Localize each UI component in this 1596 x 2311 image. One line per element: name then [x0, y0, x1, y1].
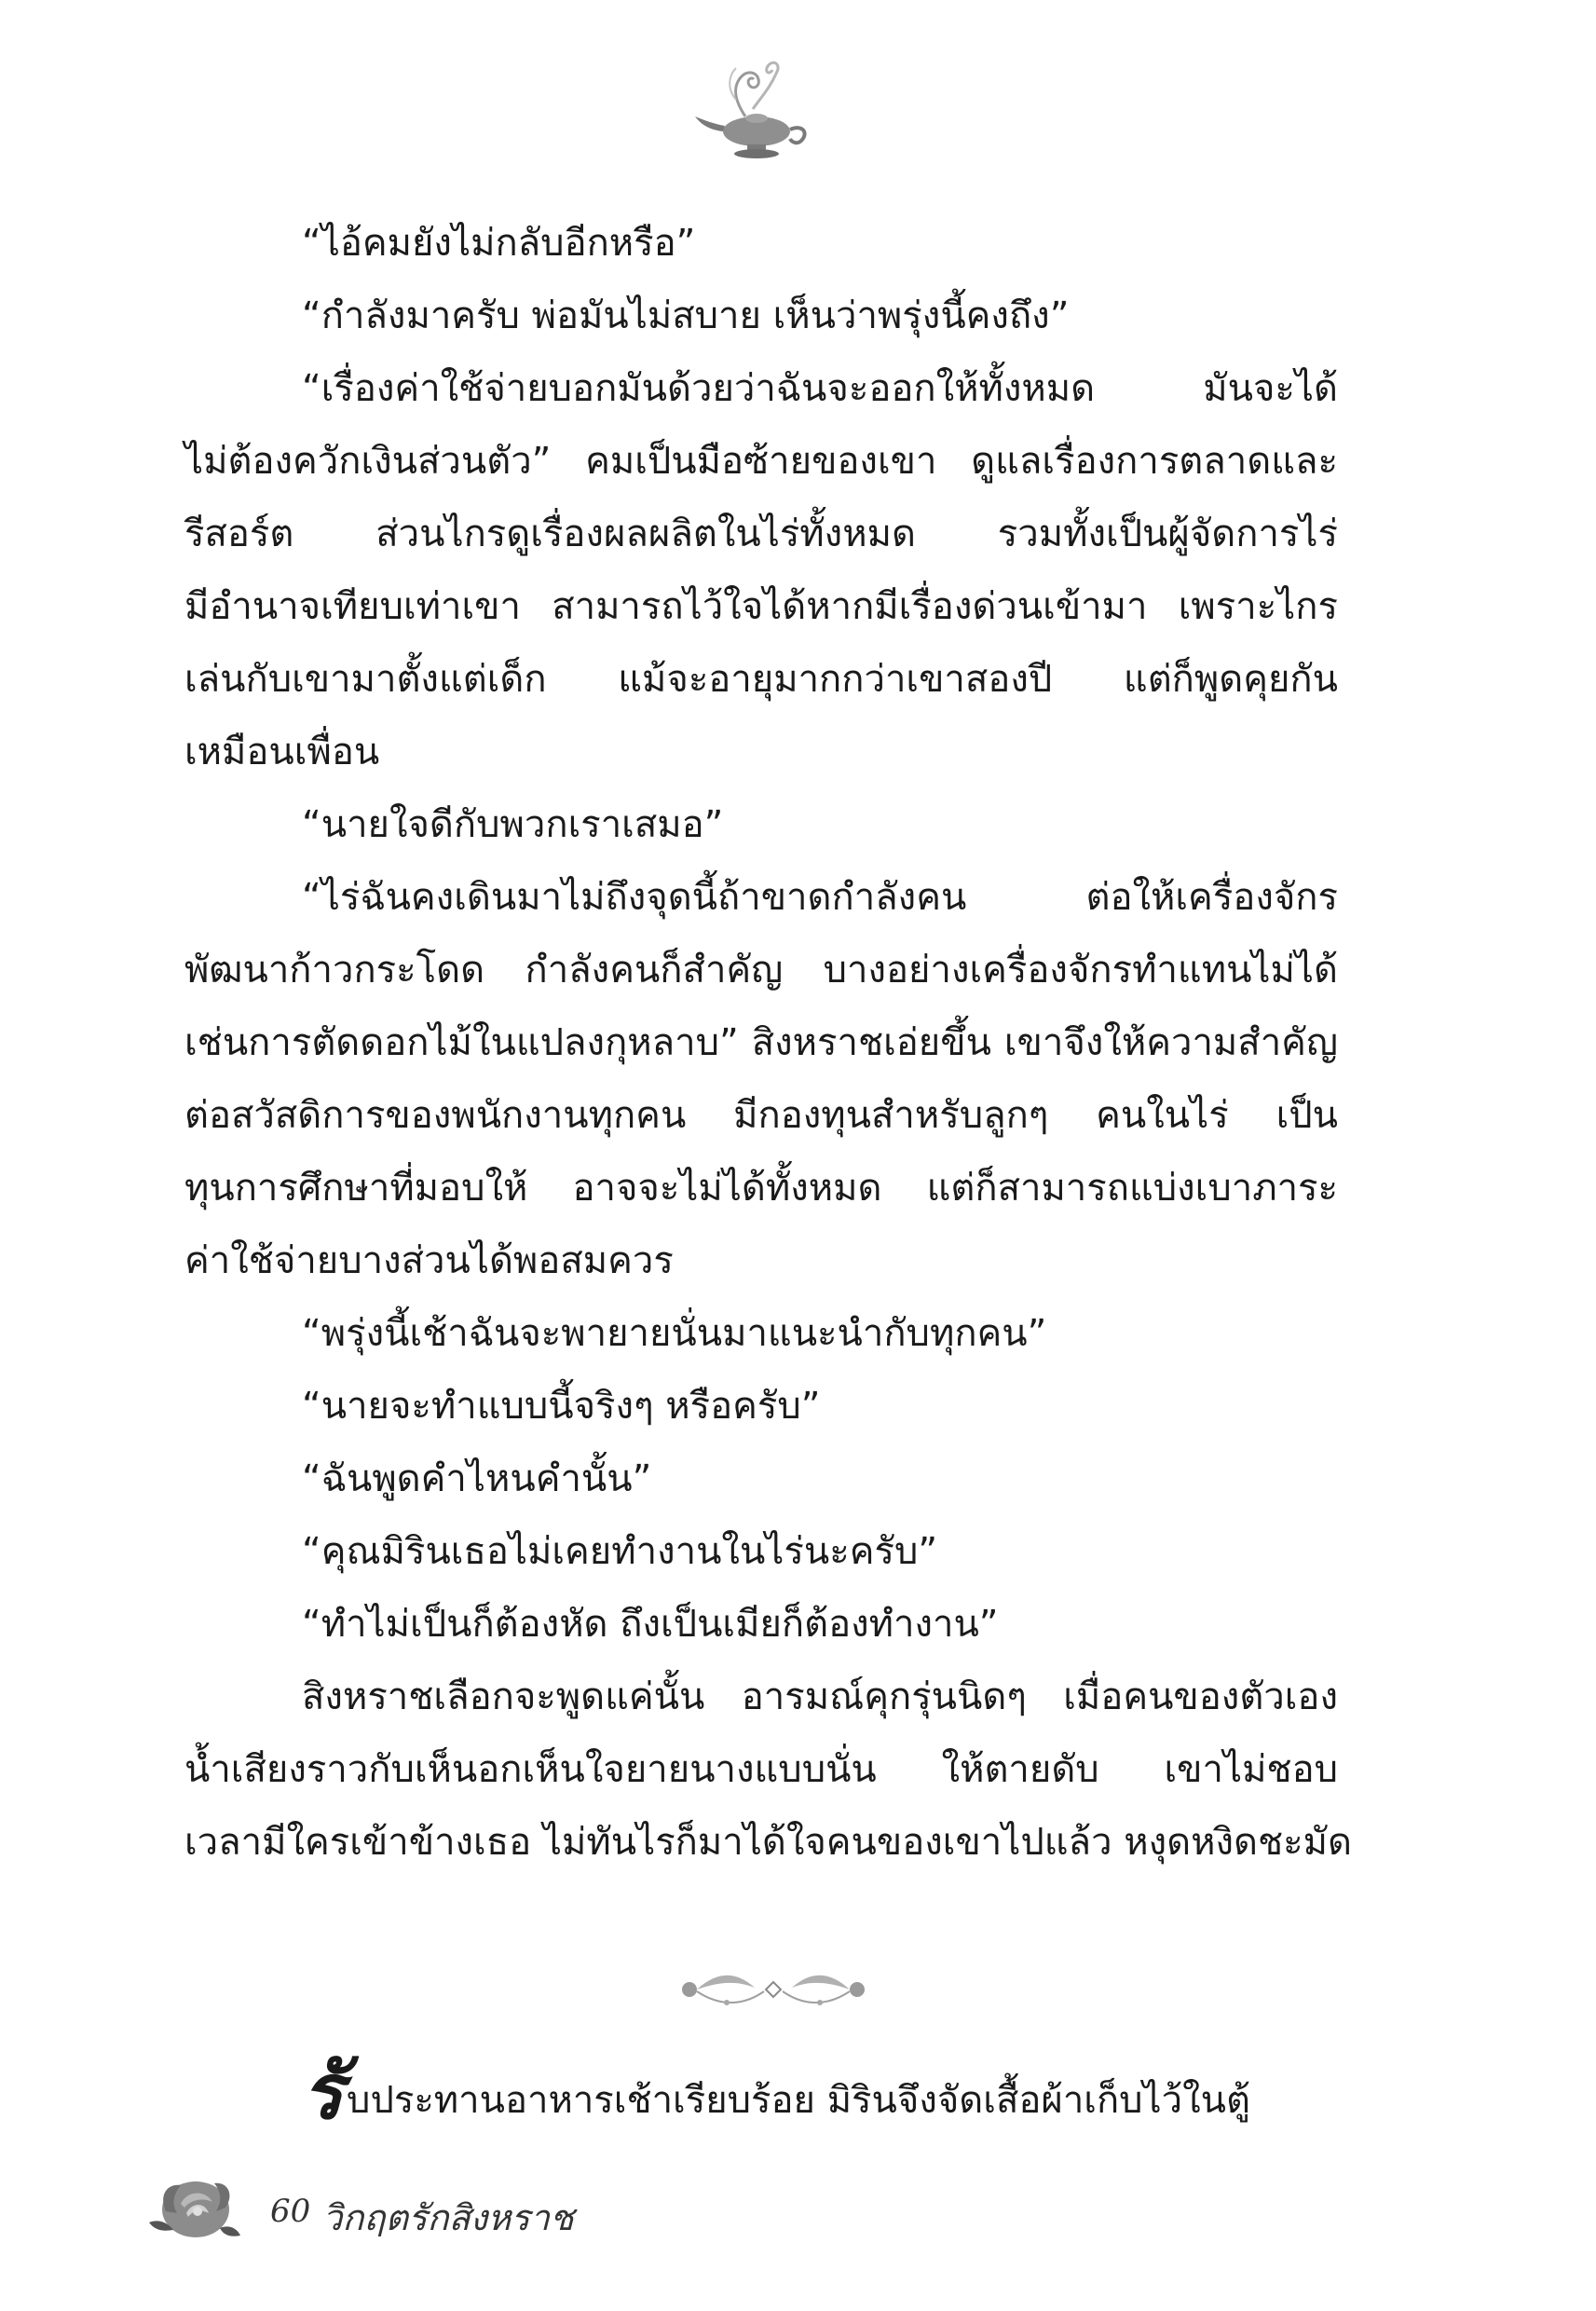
text-line: “คุณมิรินเธอไม่เคยทำงานในไร่นะครับ”	[302, 1530, 938, 1573]
rose-icon	[140, 2167, 242, 2250]
floral-divider-icon	[671, 1962, 876, 2017]
text-line: สิงหราชเลือกจะพูดแค่นั้น อารมณ์คุกรุ่นนิดๆ เมื่อคนของตัวเอง	[302, 1675, 1338, 1718]
text-line: “นายใจดีกับพวกเราเสมอ”	[302, 803, 724, 846]
text-line: เช่นการตัดดอกไม้ในแปลงกุหลาบ” สิงหราชเอ่ยขึ้น เขาจึงให้ความสำคัญ	[184, 1021, 1338, 1064]
text-line: เวลามีใครเข้าข้างเธอ ไม่ทันไรก็มาได้ใจคนของเขาไปแล้ว หงุดหงิดชะมัด	[184, 1821, 1352, 1864]
text-line: ต่อสวัสดิการของพนักงานทุกคน มีกองทุนสำหรับลูกๆ คนในไร่ เป็น	[184, 1094, 1338, 1137]
text-line: มีอำนาจเทียบเท่าเขา สามารถไว้ใจได้หากมีเรื่องด่วนเข้ามา เพราะไกร	[184, 585, 1338, 628]
text-line: ค่าใช้จ่ายบางส่วนได้พอสมควร	[184, 1239, 674, 1282]
text-line: “พรุ่งนี้เช้าฉันจะพายายนั่นมาแนะนำกับทุกคน”	[302, 1312, 1047, 1355]
text-line: “ฉันพูดคำไหนคำนั้น”	[302, 1457, 652, 1500]
text-line: พัฒนาก้าวกระโดด กำลังคนก็สำคัญ บางอย่างเครื่องจักรทำแทนไม่ได้	[184, 949, 1338, 991]
text-line: ทุนการศึกษาที่มอบให้ อาจจะไม่ได้ทั้งหมด แต่ก็สามารถแบ่งเบาภาระ	[184, 1167, 1338, 1210]
text-line: “ไอ้คมยังไม่กลับอีกหรือ”	[302, 222, 696, 265]
drop-cap: รั	[302, 2047, 344, 2137]
text-line: เล่นกับเขามาตั้งแต่เด็ก แม้จะอายุมากกว่าเขาสองปี แต่ก็พูดคุยกัน	[184, 658, 1338, 701]
text-line: รีสอร์ต ส่วนไกรดูเรื่องผลผลิตในไร่ทั้งหมด รวมทั้งเป็นผู้จัดการไร่	[184, 513, 1338, 555]
text-line: ไม่ต้องควักเงินส่วนตัว” คมเป็นมือซ้ายของเขา ดูแลเรื่องการตลาดและ	[184, 440, 1338, 483]
text-line: “ทำไม่เป็นก็ต้องหัด ถึงเป็นเมียก็ต้องทำงาน”	[302, 1603, 999, 1646]
text-line: “เรื่องค่าใช้จ่ายบอกมันด้วยว่าฉันจะออกให้ทั้งหมด มันจะได้	[302, 367, 1338, 410]
text-line: “กำลังมาครับ พ่อมันไม่สบาย เห็นว่าพรุ่งนี้คงถึง”	[302, 294, 1070, 337]
text-line: “ไร่ฉันคงเดินมาไม่ถึงจุดนี้ถ้าขาดกำลังคน ต่อให้เครื่องจักร	[302, 876, 1338, 919]
text-line: เหมือนเพื่อน	[184, 731, 380, 773]
page-number: 60	[270, 2193, 311, 2230]
paragraph-text: บประทานอาหารเช้าเรียบร้อย มิรินจึงจัดเสื้อผ้าเก็บไว้ในตู้	[347, 2079, 1250, 2122]
page-footer	[140, 2167, 699, 2260]
section-opening-paragraph	[184, 2047, 1338, 2138]
text-line: น้ำเสียงราวกับเห็นอกเห็นใจยายนางแบบนั่น ให้ตายดับ เขาไม่ชอบ	[184, 1748, 1338, 1791]
magic-lamp-icon	[680, 51, 829, 163]
body-text	[184, 207, 1352, 1879]
book-title: วิกฤตรักสิงหราช	[322, 2197, 574, 2238]
text-line: “นายจะทำแบบนี้จริงๆ หรือครับ”	[302, 1385, 821, 1428]
